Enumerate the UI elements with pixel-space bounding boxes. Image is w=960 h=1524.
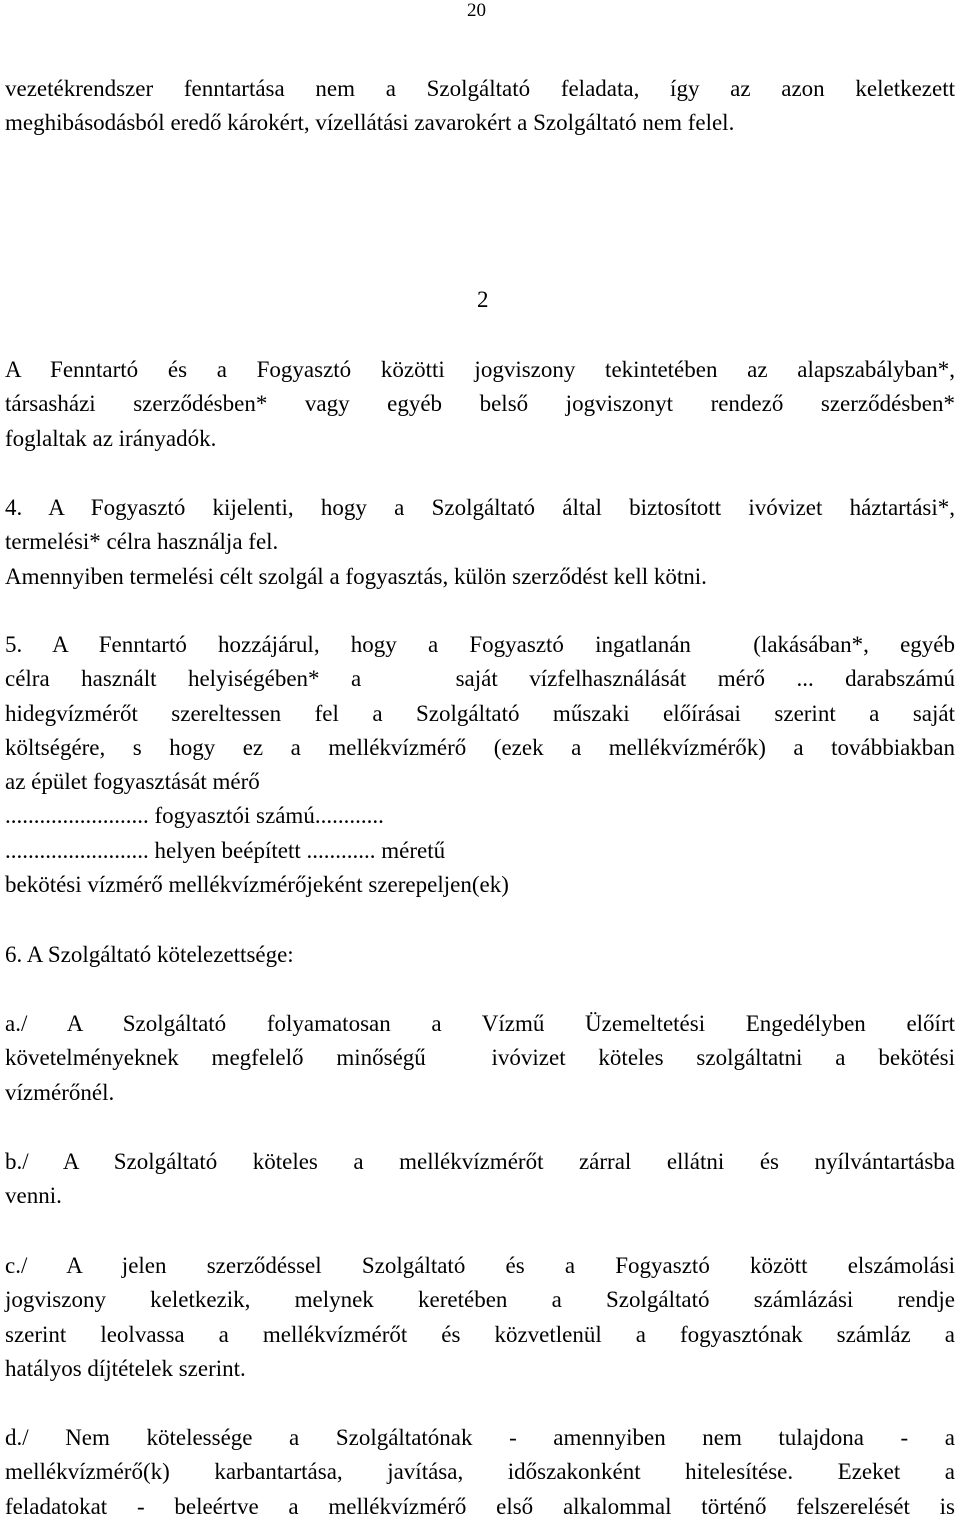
item-c <box>5 1249 955 1386</box>
text-line: foglaltak az irányadók. <box>5 425 217 451</box>
text-line: az épület fogyasztását mérő <box>5 769 260 795</box>
text-line: társasházi szerződésben* vagy egyéb belső jogviszonyt rendező szerződésben* <box>5 391 955 417</box>
section-heading: 6. A Szolgáltató kötelezettsége: <box>5 942 294 967</box>
text-line: vezetékrendszer fenntartása nem a Szolgáltató feladata, így az azon keletkezett <box>5 76 955 101</box>
text-line: venni. <box>5 1183 62 1209</box>
intro-paragraph <box>5 72 955 141</box>
text-line: A Fenntartó és a Fogyasztó közötti jogviszony tekintetében az alapszabályban*, <box>5 357 955 382</box>
text-line: termelési* célra használja fel. <box>5 529 279 555</box>
paragraph-5 <box>5 628 955 902</box>
text-line: b./ A Szolgáltató köteles a mellékvízmérőt zárral ellátni és nyílvántartásba <box>5 1149 955 1174</box>
paragraph-2 <box>5 353 955 456</box>
item-a <box>5 1007 955 1110</box>
section-number: 2 <box>477 287 489 312</box>
text-line: 4. A Fogyasztó kijelenti, hogy a Szolgáltató által biztosított ivóvizet háztartási*, <box>5 495 955 520</box>
text-line: 5. A Fenntartó hozzájárul, hogy a Fogyasztó ingatlanán (lakásában*, egyéb <box>5 632 955 657</box>
text-line: hidegvízmérőt szereltessen fel a Szolgáltató műszaki előírásai szerint a saját <box>5 700 955 726</box>
text-line: Amennyiben termelési célt szolgál a fogyasztás, külön szerződést kell kötni. <box>5 563 707 589</box>
text-line: jogviszony keletkezik, melynek keretében a Szolgáltató számlázási rendje <box>5 1287 955 1313</box>
item-d <box>5 1421 955 1524</box>
text-line: hatályos díjtételek szerint. <box>5 1355 246 1381</box>
text-line: c./ A jelen szerződéssel Szolgáltató és a Fogyasztó között elszámolási <box>5 1253 955 1278</box>
text-line: feladatokat - beleértve a mellékvízmérő első alkalommal történő felszerelését is <box>5 1493 955 1519</box>
text-line: mellékvízmérő(k) karbantartása, javítása, időszakonként hitelesítése. Ezeket a <box>5 1459 955 1485</box>
text-line: ......................... fogyasztói számú............ <box>5 803 384 829</box>
text-line: ......................... helyen beépített ............ méretű <box>5 837 446 863</box>
text-line: követelményeknek megfelelő minőségű ivóvizet köteles szolgáltatni a bekötési <box>5 1045 955 1071</box>
text-line: költségére, s hogy ez a mellékvízmérő (ezek a mellékvízmérők) a továbbiakban <box>5 734 955 760</box>
item-b <box>5 1145 955 1214</box>
text-line: célra használt helyiségében* a saját vízfelhasználását mérő ... darabszámú <box>5 666 955 692</box>
text-line: a./ A Szolgáltató folyamatosan a Vízmű Üzemeltetési Engedélyben előírt <box>5 1011 955 1036</box>
text-line: bekötési vízmérő mellékvízmérőjeként szerepeljen(ek) <box>5 872 509 898</box>
text-line: meghibásodásból eredő károkért, vízellátási zavarokért a Szolgáltató nem felel. <box>5 110 735 136</box>
text-line: d./ Nem kötelessége a Szolgáltatónak - amennyiben nem tulajdona - a <box>5 1425 955 1450</box>
page-number: 20 <box>467 0 486 21</box>
paragraph-4 <box>5 491 955 594</box>
text-line: vízmérőnél. <box>5 1079 115 1105</box>
heading-6 <box>5 938 955 972</box>
text-line: szerint leolvassa a mellékvízmérőt és közvetlenül a fogyasztónak számláz a <box>5 1321 955 1347</box>
